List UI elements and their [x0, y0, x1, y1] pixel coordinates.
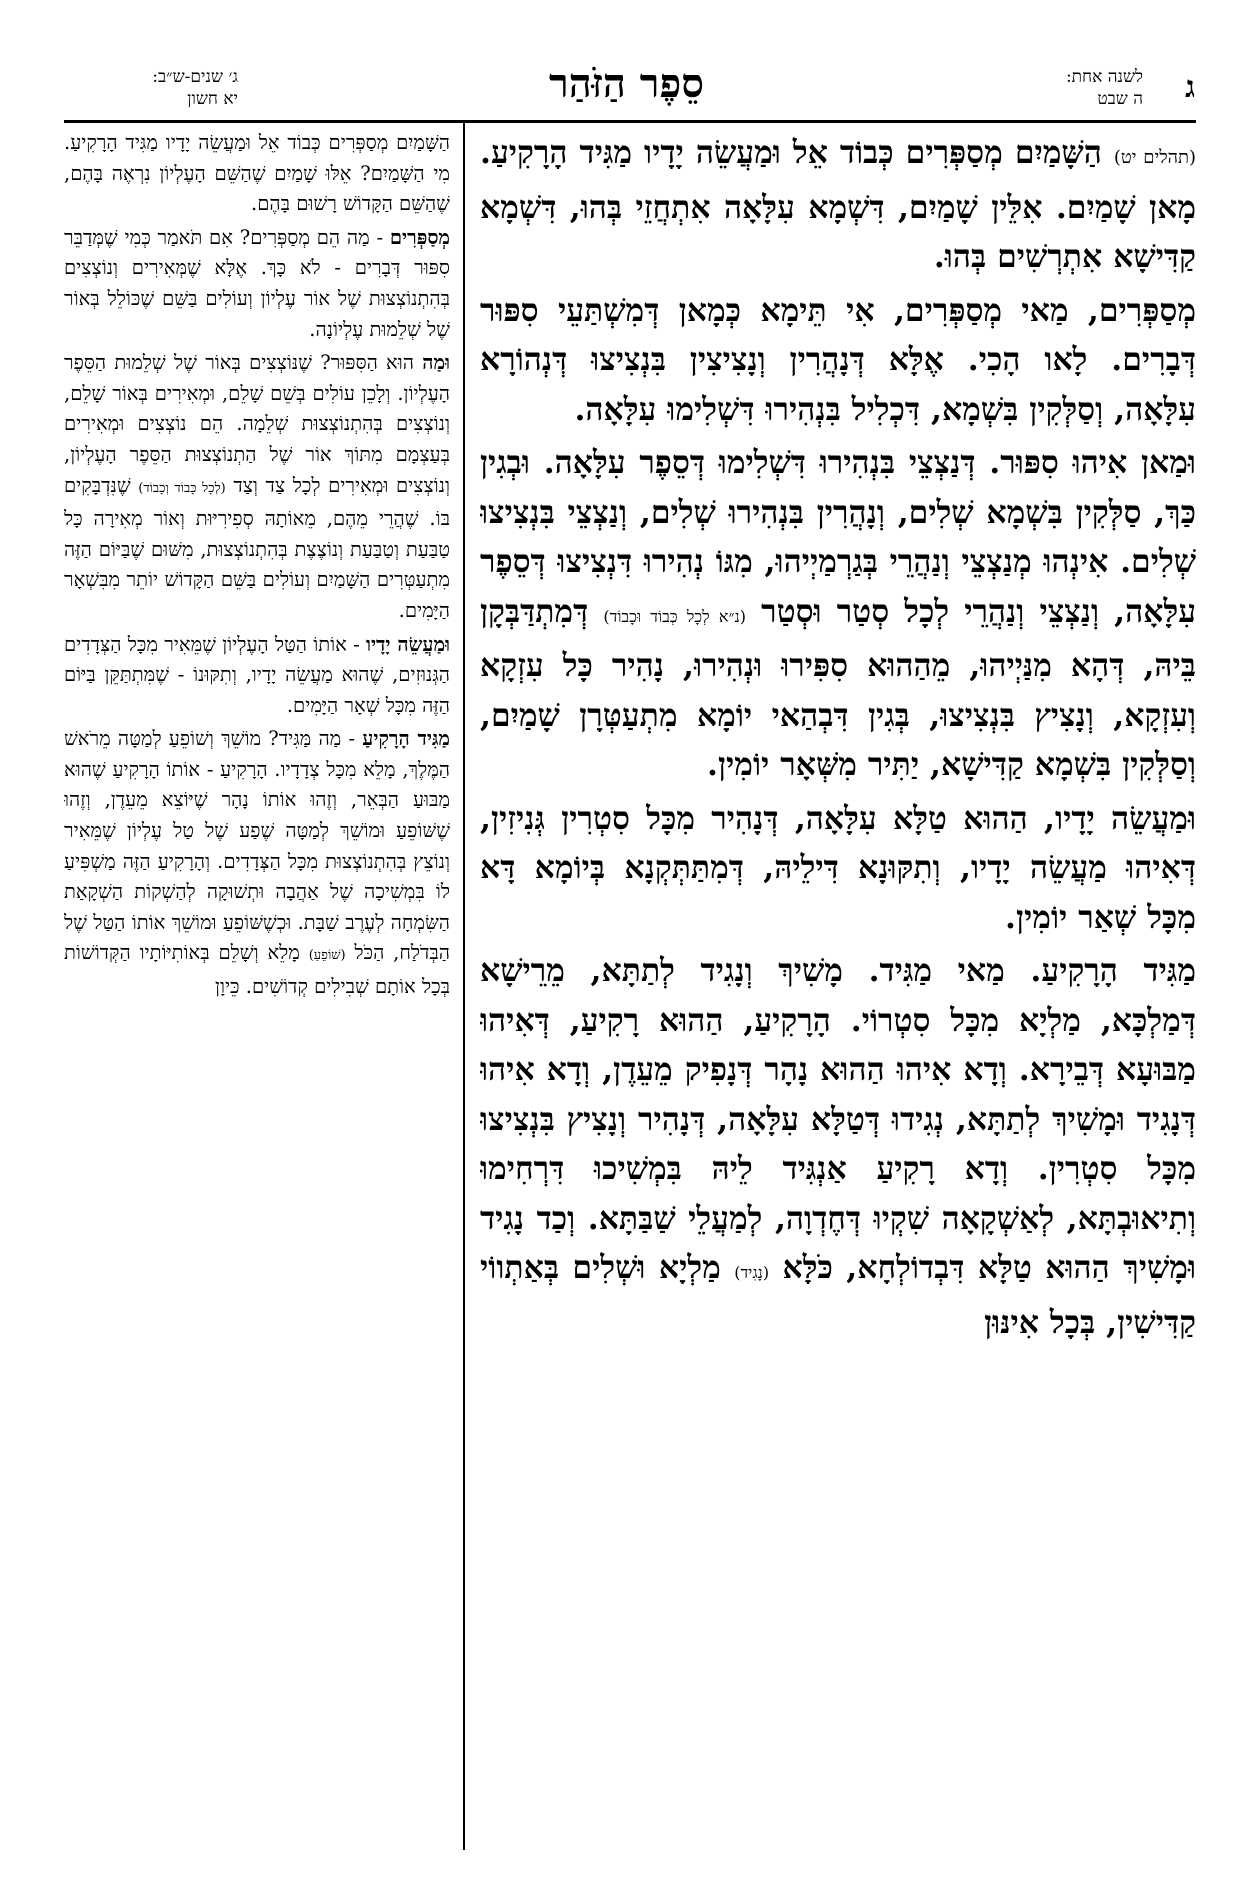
main-paragraph-text: מַלְיָא וּשְׁלִים בְּאַתְווֹי קַדִּישִׁין, בְּכָל אִינּוּן	[480, 1249, 1196, 1341]
variant-reading-note: (שׁוֹפֵעַ)	[308, 948, 346, 964]
variant-reading-note: (נָגִיד)	[734, 1263, 770, 1282]
main-text-column	[480, 128, 1196, 1850]
commentary-lemma: מַגִּיד הָרָקִיעַ	[362, 727, 450, 751]
commentary-text: - אוֹתוֹ הַטַּל הָעֶלְיוֹן שֶׁמֵּאִיר מִכָּל הַצְּדָדִים הַגְּנוּזִים, שֶׁהוּא מַעֲשֵׂה יָדָיו, וְתִקּוּנוֹ - שֶׁמִּתְתַּקֵּן בַּיּוֹם הַזֶּה מִכָּל שְׁאָר הַיָּמִים.	[64, 632, 450, 717]
main-paragraph	[480, 128, 1196, 282]
main-paragraph-text: וּמַאן אִיהוּ סִפּוּר. דְּנַצְצֵי בִּנְהִירוּ דִּשְׁלִימוּ דְּסֵפֶר עִלָּאָה. וּבְגִין כַּךְ, סַלְּקִין בִּשְׁמָא שְׁלִים, וְנָהֲרִין בִּנְהִירוּ שְׁלִים, וְנַצְצֵי בִּנְצִיצוּ שְׁלִים. אִינְהוּ מְנַצְצֵי וְנַהֲרֵי בְּגַרְמַיְיהוּ, מִגּוֹ נְהִירוּ דִּנְצִיצוּ דְּסֵפֶר עִלָּאָה, וְנַצְצֵי וְנַהֲרֵי לְכָל סְטַר וּסְטַר	[480, 444, 1196, 630]
reading-schedule-left	[88, 66, 238, 110]
main-paragraph	[480, 286, 1196, 435]
commentary-paragraph	[64, 223, 450, 345]
schedule-one-year-date: ה שבט	[1097, 89, 1143, 109]
commentary-paragraph	[64, 630, 450, 722]
main-paragraph-text: מְסַפְּרִים, מַאי מְסַפְּרִים, אִי תֵּימָא כְּמָאן דְּמִשְׁתַּעֵי סִפּוּר דְּבָרִים. לָאו הָכִי. אֶלָּא דְּנָהֲרִין וְנָצִיצִין בִּנְצִיצוּ דְּנְהוֹרָא עִלָּאָה, וְסַלְּקִין בִּשְׁמָא, דִּכְלִיל בִּנְהִירוּ דִּשְׁלִימוּ עִלָּאָה.	[480, 291, 1196, 428]
schedule-three-year-date: יא חשון	[187, 89, 238, 109]
commentary-lemma: מְסַפְּרִים	[389, 225, 450, 249]
variant-reading-note: (נ״א לְכָל כְּבוֹד וּכָבוֹד)	[603, 606, 746, 626]
commentary-text: הוּא הַסִּפּוּר? שֶׁנּוֹצְצִים בְּאוֹר שֶׁל שְׁלֵמוּת הַסֵּפֶר הָעֶלְיוֹן. וְלָכֵן עוֹלִים בְּשֵׁם שָׁלֵם, וּמְאִירִים בְּאוֹר שָׁלֵם, וְנוֹצְצִים בְּהִתְנוֹצְצוּת שְׁלֵמָה. הֵם נוֹצְצִים וּמְאִירִים בְּעַצְמָם מִתּוֹךְ אוֹר שֶׁל הַתְנוֹצְצוּת הַסֵּפֶר הָעֶלְיוֹן, וְנוֹצְצִים וּמְאִירִים לְכָל צַד וְצַד	[64, 351, 450, 497]
schedule-one-year-label: לשנה אחת:	[1065, 67, 1143, 87]
variant-reading-note: (לְכָל כָּבוֹד וְכָבוֹד)	[138, 480, 226, 496]
page-header	[0, 58, 1253, 118]
main-paragraph-text: וּמַעֲשֵׂה יָדָיו, הַהוּא טַלָּא עִלָּאָה, דְּנָהִיר מִכָּל סִטְרִין גְּנִיזִין, דְּאִיהוּ מַעֲשֵׂה יָדָיו, וְתִקּוּנָא דִּילֵיהּ, דְּמִתַּתְּקְנָא בְּיוֹמָא דָּא מִכָּל שְׁאַר יוֹמִין.	[480, 799, 1196, 936]
main-paragraph-text: דְּמִתְדַּבְּקָן בֵּיהּ, דְּהָא מִנַּיְיהוּ, מֵהַהוּא סִפִּירוּ וּנְהִירוּ, נָהִיר כָּל עִזְקָא וְעִזְקָא, וְנָצִיץ בִּנְצִיצוּ, בְּגִין דִּבְהַאי יוֹמָא מִתְעַטְּרָן שָׁמַיִם, וְסַלְּקִין בִּשְׁמָא קַדִּישָׁא, יַתִּיר מִשְּׁאָר יוֹמִין.	[480, 592, 1196, 783]
commentary-lemma: וּמַה	[422, 351, 450, 375]
main-paragraph-text: הַשָּׁמַיִם מְסַפְּרִים כְּבוֹד אֵל וּמַעֲשֵׂה יָדָיו מַגִּיד הָרָקִיעַ. מָאן שָׁמַיִם. אִלֵּין שָׁמַיִם, דִּשְׁמָא עִלָּאָה אִתְחֲזֵי בְּהוּ, דִּשְׁמָא קַדִּישָׁא אִתְרְשִׁים בְּהוּ.	[480, 134, 1196, 275]
schedule-three-year-label: ג׳ שנים-ש״ב:	[152, 67, 238, 87]
commentary-text: - מַה הֵם מְסַפְּרִים? אִם תֹּאמַר כְּמִי שֶׁמְּדַבֵּר סִפּוּר דְּבָרִים - לֹא כָּךְ. אֶלָּא שֶׁמְּאִירִים וְנוֹצְצִים בְּהִתְנוֹצְצוּת שֶׁל אוֹר עֶלְיוֹן וְעוֹלִים בַּשֵּׁם שֶׁכּוֹלֵל בְּאוֹר שֶׁל שְׁלֵמוּת עֶלְיוֹנָה.	[64, 225, 450, 341]
book-title: סֵפֶר הַזֹּהַר	[549, 60, 704, 107]
main-paragraph	[480, 946, 1196, 1347]
main-paragraph	[480, 794, 1196, 943]
commentary-column	[64, 128, 450, 1850]
verse-reference: (תהלים יט)	[1113, 147, 1196, 168]
main-paragraph-text: מַגִּיד הָרָקִיעַ. מַאי מַגִּיד. מָשִׁיךְ וְנָגִיד לְתַתָּא, מֵרֵישָׁא דְּמַלְכָּא, מַלְיָא מִכָּל סִטְרוֹי. הָרָקִיעַ, הַהוּא רָקִיעַ, דְּאִיהוּ מַבּוּעָא דְּבֵירָא. וְדָא אִיהוּ הַהוּא נָהָר דְּנָפִיק מֵעֵדֶן, וְדָא אִיהוּ דְּנָגִיד וּמָשִׁיךְ לְתַתָּא, נְגִידוּ דְּטַלָּא עִלָּאָה, דְּנָהִיר וְנָצִיץ בִּנְצִיצוּ מִכָּל סִטְרִין. וְדָא רָקִיעַ אַנְגִּיד לֵיהּ בִּמְשִׁיכוּ דִּרְחִימוּ וְתִיאוּבְתָּא, לְאַשְׁקָאָה שִׁקְיוּ דְּחֶדְוָה, לְמַעֲלֵי שַׁבַּתָּא. וְכַד נָגִיד וּמָשִׁיךְ הַהוּא טַלָּא דִּבְדוֹלְחָא, כֹּלָּא	[480, 952, 1196, 1286]
main-paragraph	[480, 438, 1196, 790]
commentary-paragraph	[64, 128, 450, 220]
column-divider	[463, 122, 465, 1850]
commentary-text: - מַה מַּגִּיד? מוֹשֵׁךְ וְשׁוֹפֵעַ לְמַטָּה מֵרֹאשׁ הַמֶּלֶךְ, מָלֵא מִכָּל צְדָדָיו. הָרָקִיעַ - אוֹתוֹ הָרָקִיעַ שֶׁהוּא מַבּוּעַ הַבְּאֵר, וְזֶהוּ אוֹתוֹ נָהָר שֶׁיּוֹצֵא מֵעֵדֶן, וְזֶהוּ שֶׁשּׁוֹפֵעַ וּמוֹשֵׁךְ לְמַטָּה שֶׁפַע שֶׁל טַל עֶלְיוֹן שֶׁמֵּאִיר וְנוֹצֵץ בְּהִתְנוֹצְצוּת מִכָּל הַצְּדָדִים. וְהָרָקִיעַ הַזֶּה מַשְׁפִּיעַ לוֹ בִּמְשִׁיכָה שֶׁל אַהֲבָה וּתְשׁוּקָה לְהַשְׁקוֹת הַשְׁקָאַת הַשִּׂמְחָה לְעֶרֶב שַׁבָּת. וּכְשֶׁשּׁוֹפֵעַ וּמוֹשֵׁךְ אוֹתוֹ הַטַּל שֶׁל הַבְּדֹלַח, הַכֹּל	[64, 727, 450, 965]
commentary-paragraph	[64, 724, 450, 1002]
commentary-text: מָלֵא וְשָׁלֵם בְּאוֹתִיּוֹתָיו הַקְּדוֹשׁוֹת בְּכָל אוֹתָם שְׁבִילִים קְדוֹשִׁים. כֵּיוָן	[64, 941, 450, 999]
page-number: ג	[1185, 70, 1195, 105]
commentary-text: שֶׁנִּדְבָּקִים בּוֹ. שֶׁהֲרֵי מֵהֶם, מֵאוֹתָהּ סְפִירִיּוּת וְאוֹר מְאִירָה כָּל טַבַּעַת וְטַבַּעַת וְנוֹצֶצֶת בְּהִתְנוֹצְצוּת, מִשּׁוּם שֶׁבַּיּוֹם הַזֶּה מִתְעַטְּרִים הַשָּׁמַיִם וְעוֹלִים בַּשֵּׁם הַקָּדוֹשׁ יוֹתֵר מִבִּשְׁאָר הַיָּמִים.	[64, 473, 450, 622]
commentary-text: הַשָּׁמַיִם מְסַפְּרִים כְּבוֹד אֵל וּמַעֲשֵׂה יָדָיו מַגִּיד הָרָקִיעַ. מִי הַשָּׁמַיִם? אֵלּוּ שָׁמַיִם שֶׁהַשֵּׁם הָעֶלְיוֹן נִרְאֶה בָּהֶם, שֶׁהַשֵּׁם הַקָּדוֹשׁ רָשׁוּם בָּהֶם.	[64, 131, 450, 216]
commentary-paragraph	[64, 348, 450, 626]
commentary-lemma: וּמַעֲשֵׂה יָדָיו	[365, 632, 450, 656]
header-divider	[64, 120, 1196, 123]
